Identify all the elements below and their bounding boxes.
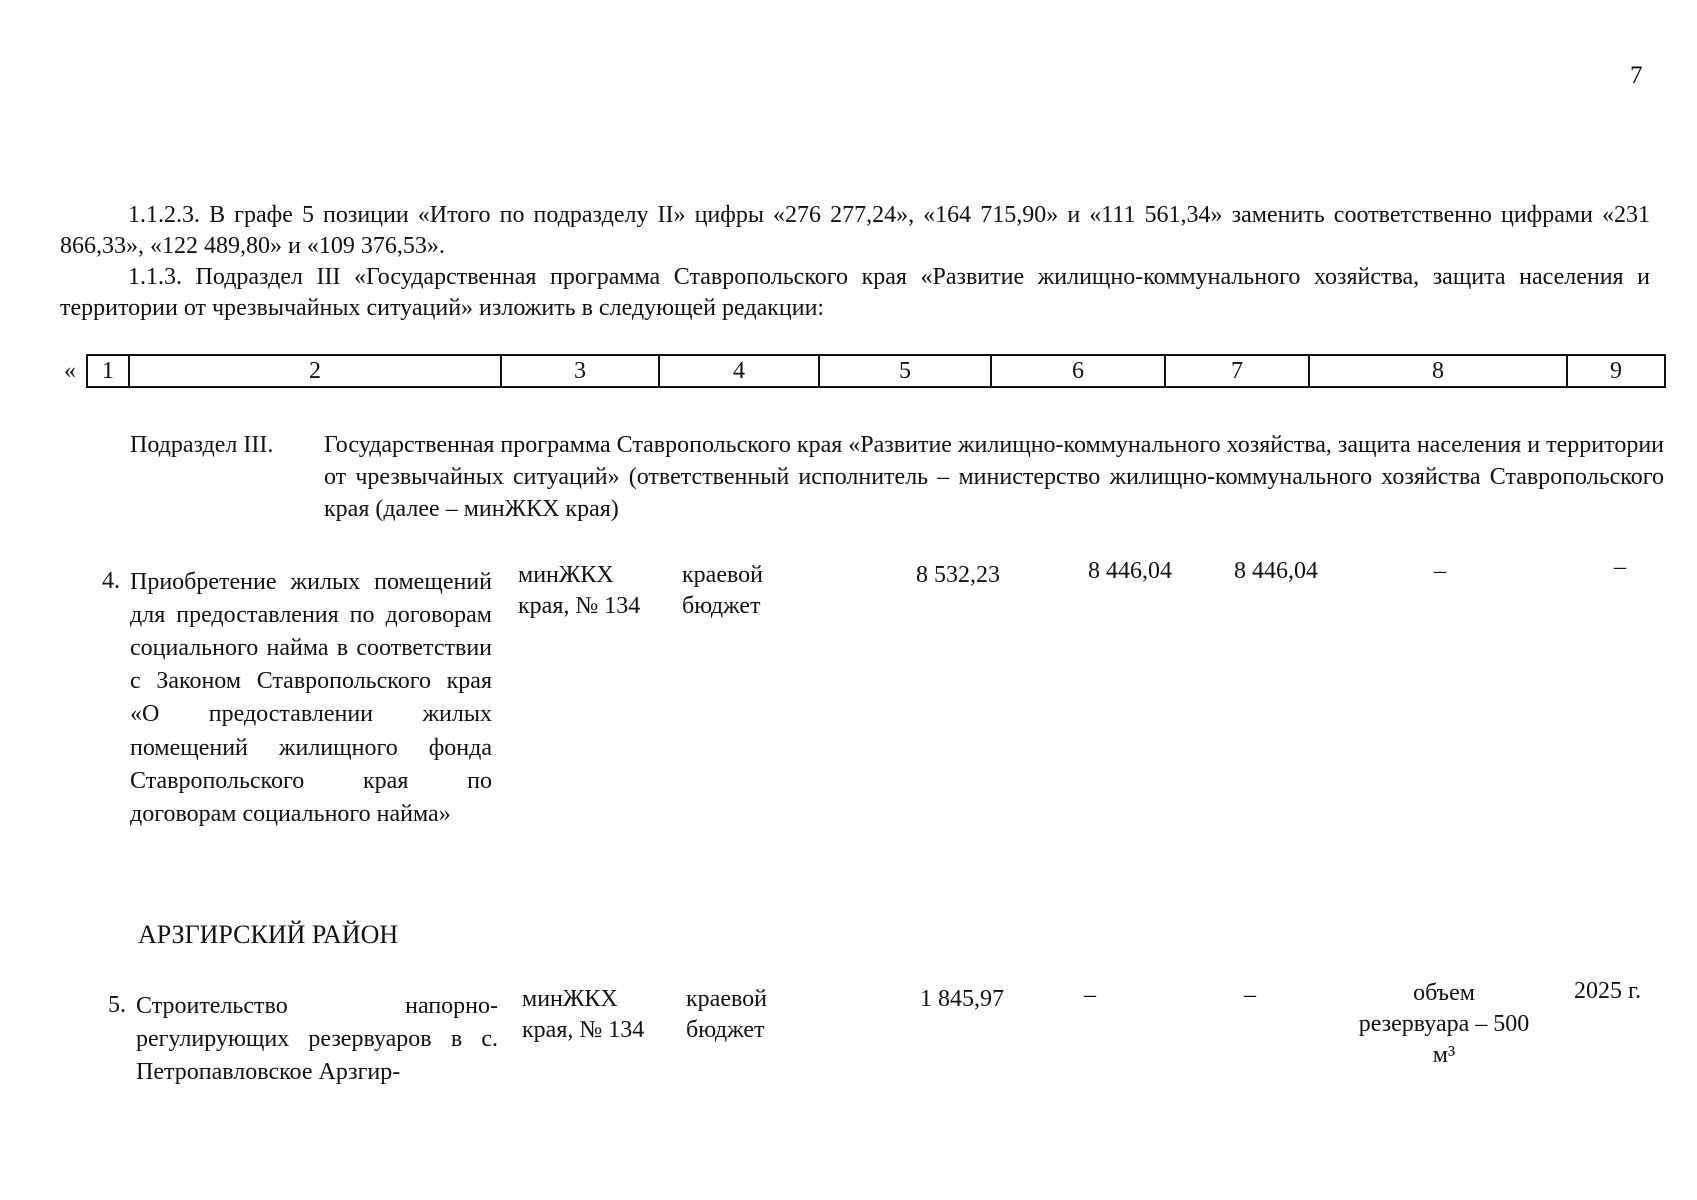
row-col5-value: 8 532,23	[916, 562, 1000, 588]
row-col5-value: 1 845,97	[920, 986, 1004, 1012]
row-executor: минЖКХ края, № 134	[522, 986, 645, 1044]
header-col-3: 3	[501, 355, 659, 387]
paragraph-2	[60, 262, 1650, 324]
row-col6-value: 8 446,04	[1088, 558, 1172, 584]
header-col-1: 1	[87, 355, 129, 387]
row-funding-source: краевой бюджет	[682, 562, 763, 620]
row-executor: минЖКХ края, № 134	[518, 562, 641, 620]
row-name: Приобретение жилых помещений для предоставления по договорам социального найма в соответствии с Законом Ставропольского края «О предоставлении жилых помещений жилищного фонда Ставропольского края по договорам социального найма»	[130, 569, 492, 827]
row-col8-value: объем резервуара – 500 м³	[1358, 980, 1530, 1069]
paragraph-text: 1.1.2.3. В графе 5 позиции «Итого по подразделу II» цифры «276 277,24», «164 715,90» и «111 561,34» заменить соответственно цифрами «231 866,33», «122 489,80» и «109 376,53».	[60, 202, 1650, 260]
subsection-title: Государственная программа Ставропольского края «Развитие жилищно-коммунального хозяйства, защита населения и территории от чрезвычайных ситуаций» (ответственный исполнитель – министерство жилищно-коммунального хозяйства Ставропольского края (далее – минЖКХ края)	[324, 432, 1664, 522]
row-col9-value: 2025 г.	[1574, 978, 1642, 1004]
row-number: 5.	[108, 992, 126, 1018]
paragraph-1	[60, 200, 1650, 262]
row-number: 4.	[102, 568, 120, 594]
column-number-header	[86, 354, 1666, 388]
header-col-8: 8	[1309, 355, 1567, 387]
header-col-5: 5	[819, 355, 991, 387]
table-open-quote: «	[64, 358, 76, 384]
row-col8-value: –	[1434, 558, 1446, 584]
header-col-4: 4	[659, 355, 819, 387]
row-funding-source: краевой бюджет	[686, 986, 767, 1044]
header-col-9: 9	[1567, 355, 1665, 387]
header-col-7: 7	[1165, 355, 1309, 387]
row-col6-value: –	[1084, 982, 1096, 1008]
row-col7-value: 8 446,04	[1234, 558, 1318, 584]
header-col-2: 2	[129, 355, 501, 387]
row-name: Строительство напорно-регулирующих резервуаров в с. Петропавловское Арзгир-	[136, 993, 498, 1086]
row-col9-value: –	[1614, 554, 1626, 580]
paragraph-text: 1.1.3. Подраздел III «Государственная программа Ставропольского края «Развитие жилищно-коммунального хозяйства, защита населения и территории от чрезвычайных ситуаций» изложить в следующей редакции:	[60, 264, 1650, 322]
page-number: 7	[1630, 62, 1643, 89]
region-heading: АРЗГИРСКИЙ РАЙОН	[138, 920, 399, 949]
row-col7-value: –	[1244, 982, 1256, 1008]
subsection-label: Подраздел III.	[130, 432, 274, 458]
header-col-6: 6	[991, 355, 1165, 387]
